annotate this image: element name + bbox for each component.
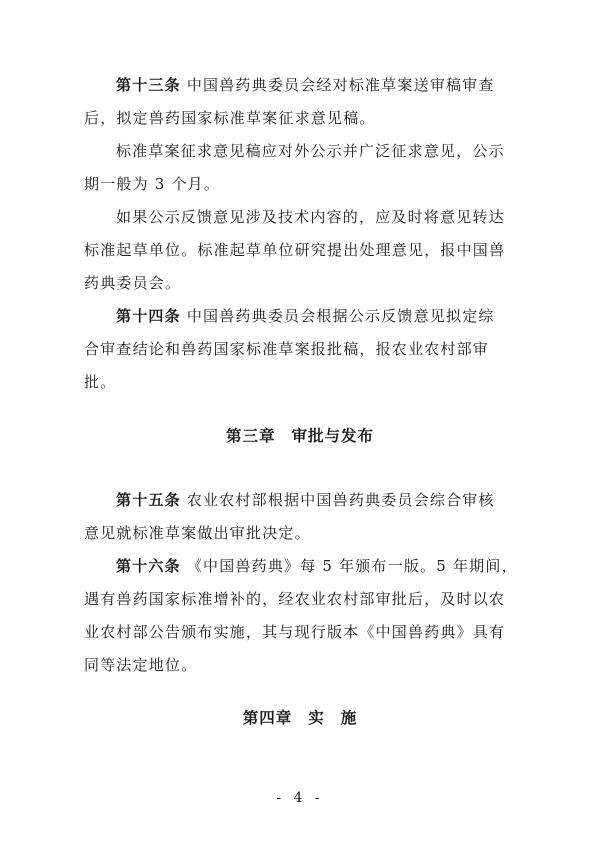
chapter-4-title-a: 实: [308, 709, 325, 727]
article-13-para-2-line-1: 标准草案征求意见稿应对外公示并广泛征求意见，公示: [116, 142, 505, 160]
article-16-line-4: 同等法定地位。: [84, 656, 198, 674]
article-14-number: 第十四条: [116, 307, 181, 325]
page-number: - 4 -: [276, 790, 324, 806]
article-16-text-1: 《中国兽药典》每 5 年颁布一版。5 年期间，: [186, 557, 518, 575]
chapter-4-heading: [0, 708, 600, 728]
article-13-text-1: 中国兽药典委员会经对标准草案送审稿审查: [186, 76, 495, 94]
article-13-line-1: [116, 75, 516, 95]
article-13-para-2-line-2: 期一般为 3 个月。: [84, 175, 221, 193]
article-13-number: 第十三条: [116, 76, 181, 94]
article-16-line-2: 遇有兽药国家标准增补的，经农业农村部审批后，及时以农: [84, 590, 506, 608]
article-15-line-2: 意见就标准草案做出审批决定。: [84, 524, 311, 542]
article-15-text-1: 农业农村部根据中国兽药典委员会综合审核: [186, 491, 495, 509]
article-16-line-1: [116, 556, 516, 576]
chapter-3-title: 审批与发布: [291, 427, 375, 445]
article-15-number: 第十五条: [116, 491, 181, 509]
article-13-para-3-line-2: 标准起草单位。标准起草单位研究提出处理意见，报中国兽: [84, 241, 506, 259]
article-15-line-1: [116, 490, 516, 510]
article-14-line-3: 批。: [84, 373, 117, 391]
article-13-line-2: 后，拟定兽药国家标准草案征求意见稿。: [84, 109, 376, 127]
article-16-line-3: 业农村部公告颁布实施，其与现行版本《中国兽药典》具有: [84, 623, 506, 641]
article-14-line-1: [116, 306, 516, 326]
chapter-4-title-b: 施: [340, 709, 358, 727]
chapter-4-number: 第四章: [242, 709, 293, 727]
article-16-number: 第十六条: [116, 557, 181, 575]
article-13-para-3-line-1: 如果公示反馈意见涉及技术内容的，应及时将意见转达: [116, 208, 505, 226]
chapter-3-heading: [0, 426, 600, 446]
article-14-text-1: 中国兽药典委员会根据公示反馈意见拟定综: [186, 307, 495, 325]
article-13-para-3-line-3: 药典委员会。: [84, 274, 182, 292]
article-14-line-2: 合审查结论和兽药国家标准草案报批稿，报农业农村部审: [84, 340, 490, 358]
chapter-3-number: 第三章: [225, 427, 276, 445]
